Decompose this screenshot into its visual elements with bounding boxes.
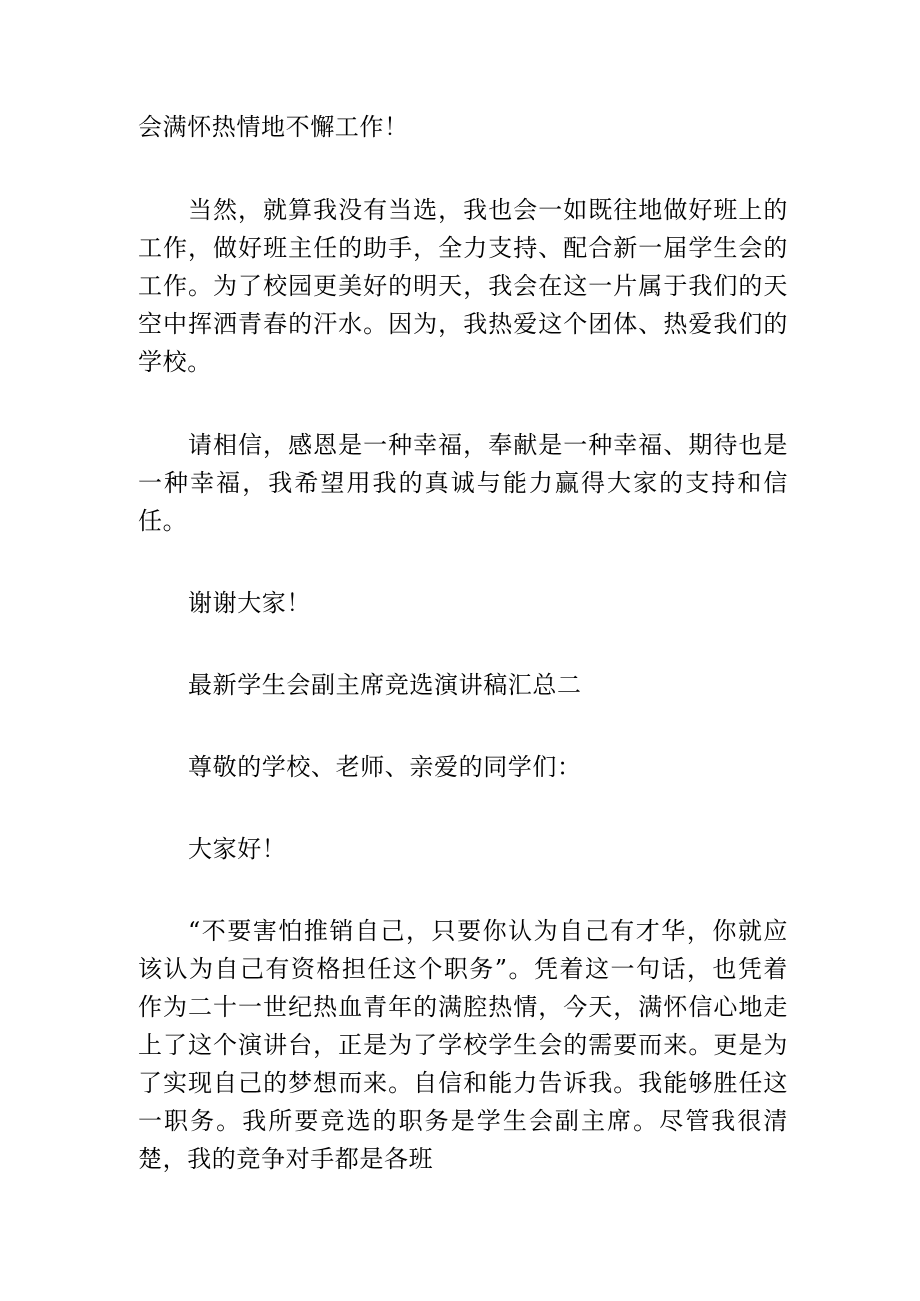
section-title: 最新学生会副主席竞选演讲稿汇总二 (188, 671, 582, 699)
paragraph-gratitude: 请相信，感恩是一种幸福，奉献是一种幸福、期待也是一种幸福，我希望用我的真诚与能力赢得大家的支持和信任。 (138, 431, 788, 535)
paragraph-continuation: 会满怀热情地不懈工作！ (138, 113, 409, 141)
paragraph-speech-opening: “不要害怕推销自己，只要你认为自己有才华，你就应该认为自己有资格担任这个职务”。凭着这一句话，也凭着作为二十一世纪热血青年的满腔热情，今天，满怀信心地走上了这个演讲台，正是为了学校学生会的需要而来。更是为了实现自己的梦想而来。自信和能力告诉我。我能够胜任这一职务。我所要竞选的职务是学生会副主席。尽管我很清楚，我的竞争对手都是各班 (138, 917, 788, 1173)
paragraph-greeting: 大家好！ (188, 835, 287, 863)
paragraph-thanks: 谢谢大家！ (188, 589, 311, 617)
document-body (138, 108, 788, 1178)
paragraph-salutation: 尊敬的学校、老师、亲爱的同学们： (188, 753, 582, 781)
paragraph-commitment: 当然，就算我没有当选，我也会一如既往地做好班上的工作，做好班主任的助手，全力支持、配合新一届学生会的工作。为了校园更美好的明天，我会在这一片属于我们的天空中挥洒青春的汗水。因为，我热爱这个团体、热爱我们的学校。 (138, 196, 788, 376)
